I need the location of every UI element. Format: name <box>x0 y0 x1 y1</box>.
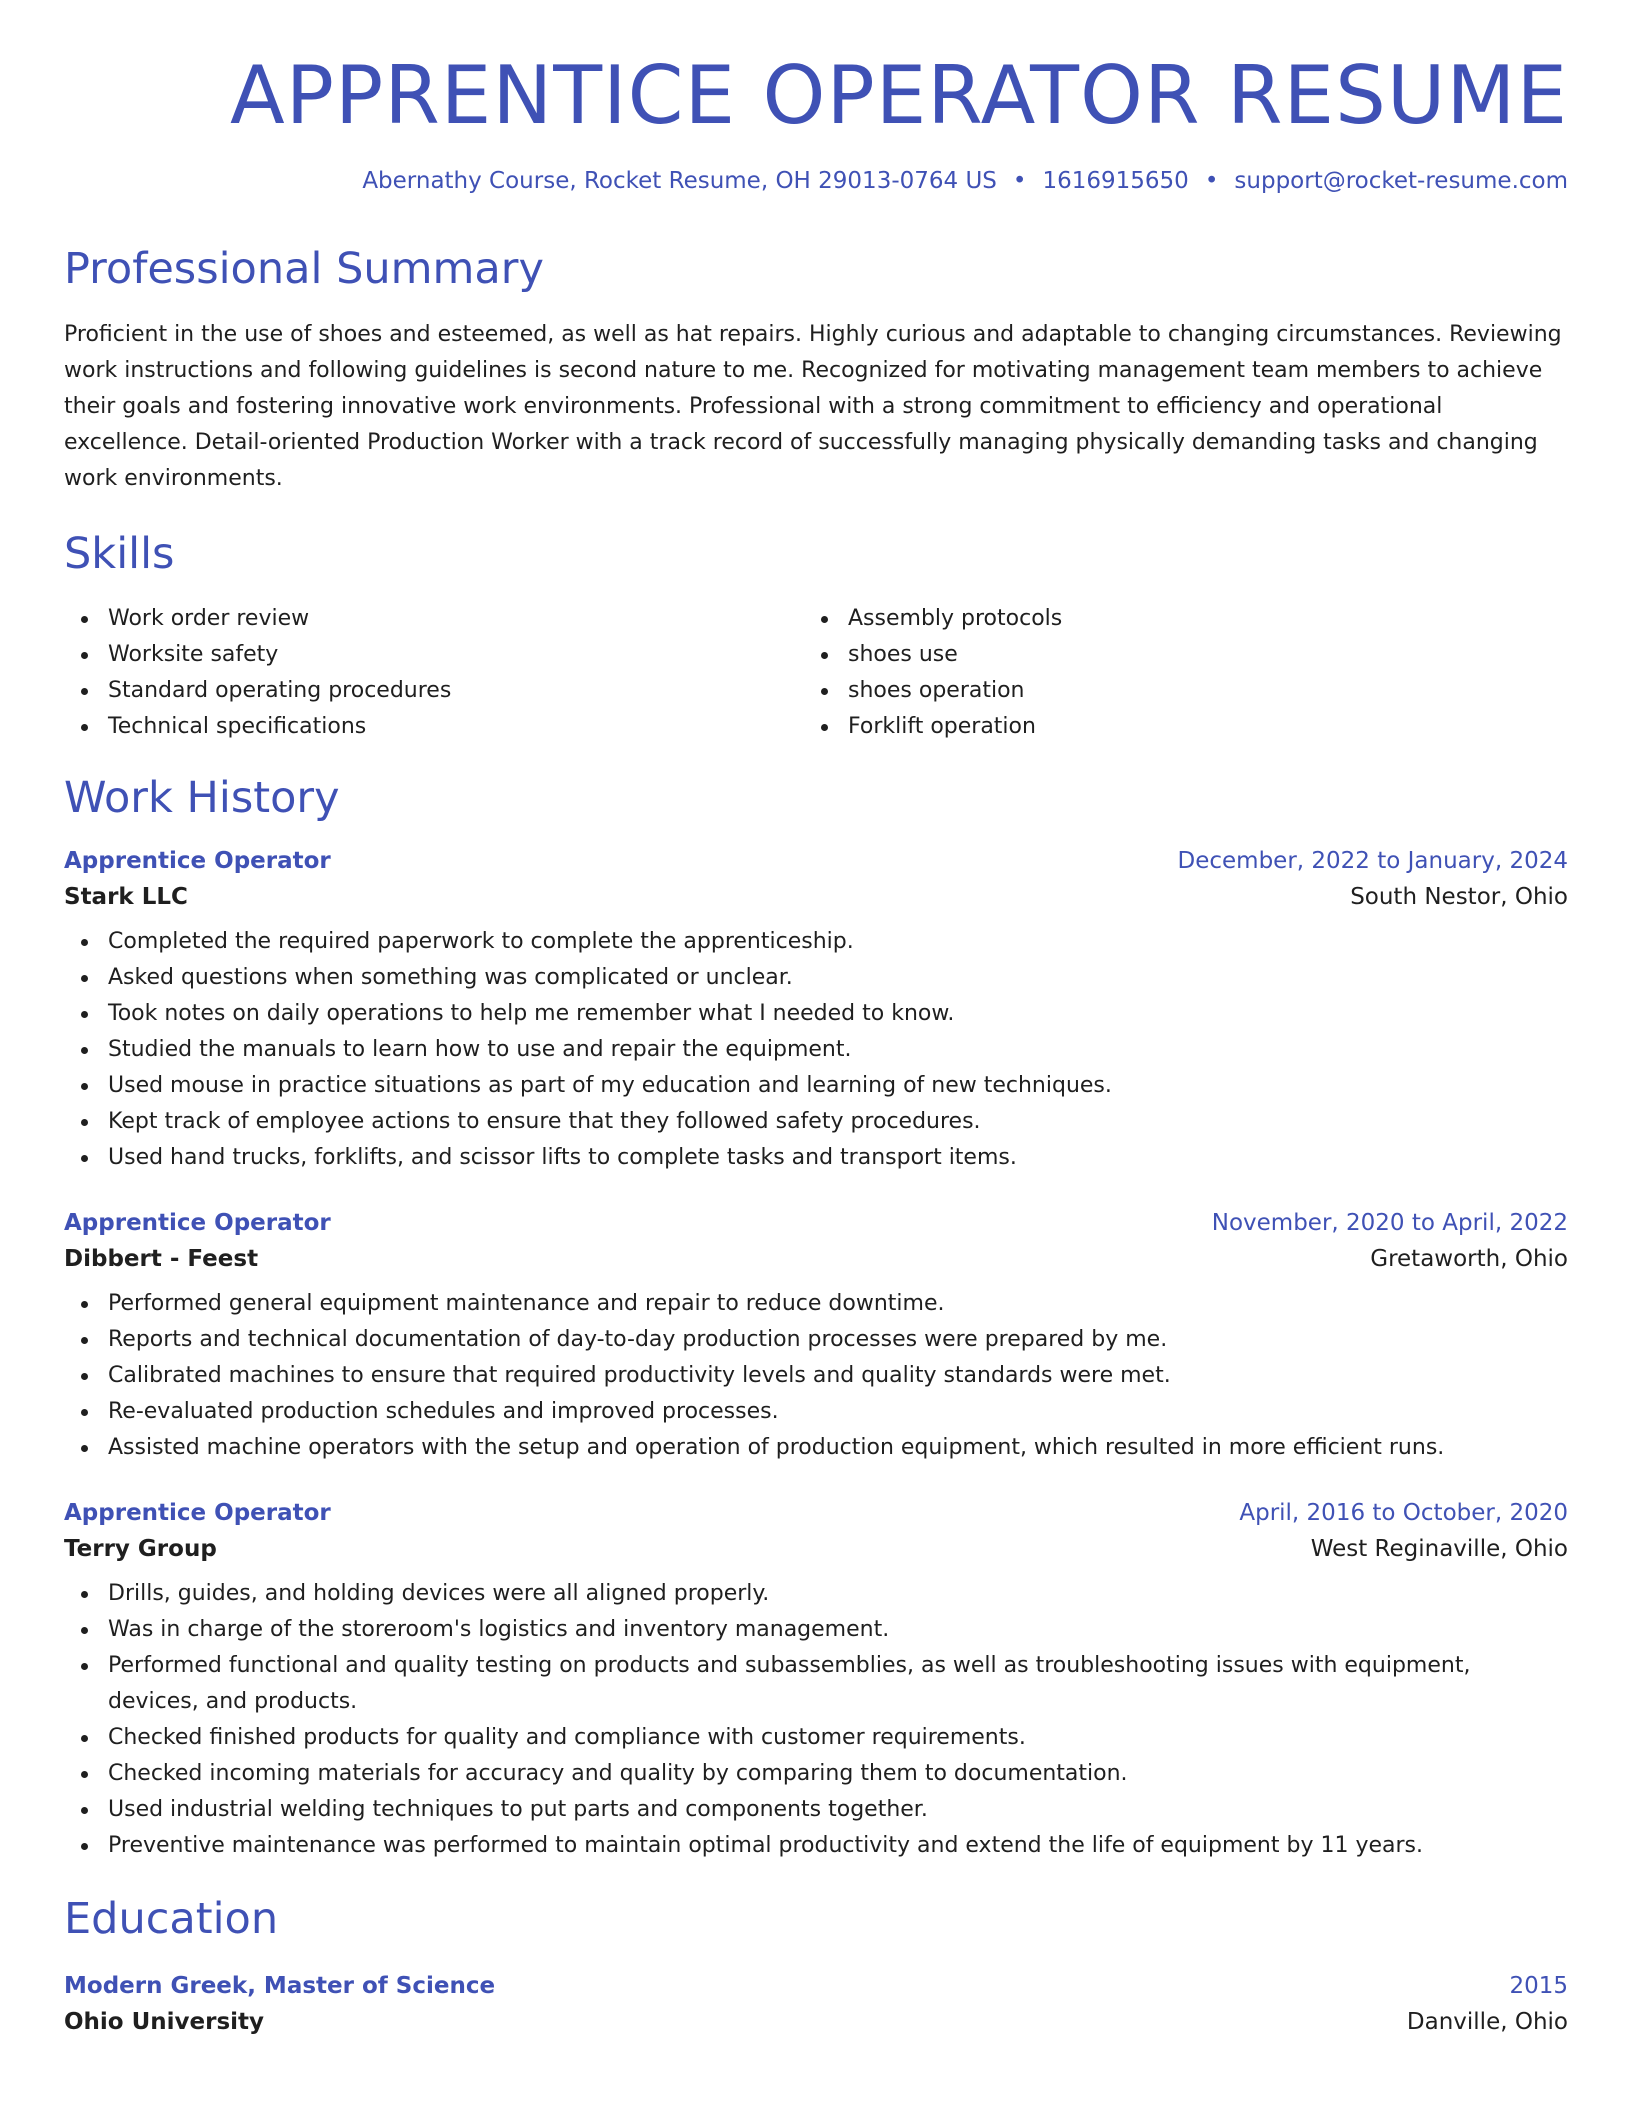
job-bullet: Calibrated machines to ensure that required productivity levels and quality standards were met. <box>64 1358 1568 1394</box>
job-bullet: Checked incoming materials for accuracy and quality by comparing them to documentation. <box>64 1756 1568 1792</box>
education-school: Ohio University <box>64 2009 265 2036</box>
skills-section <box>64 531 1568 744</box>
job-bullets <box>64 1576 1568 1864</box>
job-bullet: Used industrial welding techniques to put parts and components together. <box>64 1792 1568 1828</box>
summary-section <box>64 246 1568 497</box>
job-entry <box>64 1210 1568 1466</box>
education-entry <box>64 1973 1568 2035</box>
job-employer: Terry Group <box>64 1535 217 1562</box>
skills-grid <box>64 601 1568 745</box>
job-title: Apprentice Operator <box>64 1499 331 1526</box>
job-bullet: Used mouse in practice situations as part of my education and learning of new techniques. <box>64 1068 1568 1104</box>
job-bullet: Reports and technical documentation of day-to-day production processes were prepared by me. <box>64 1322 1568 1358</box>
skill-item: Worksite safety <box>64 637 804 673</box>
skills-heading: Skills <box>64 529 175 580</box>
job-bullets <box>64 924 1568 1176</box>
work-history-section <box>64 772 1568 1864</box>
education-heading: Education <box>64 1893 279 1944</box>
resume-header <box>64 49 1568 194</box>
job-employer-row <box>64 884 1568 910</box>
job-entry <box>64 848 1568 1176</box>
skill-item: Standard operating procedures <box>64 673 804 709</box>
job-employer: Stark LLC <box>64 883 188 910</box>
skill-item: Forklift operation <box>804 709 1568 745</box>
skills-list-right <box>804 601 1568 745</box>
summary-text: Proficient in the use of shoes and esteemed, as well as hat repairs. Highly curious and adaptable to changing circumstances. Reviewing work instructions and following guidelines is second nature to me. Recognized for motivating management team members to achieve their goals and fostering innovative work environments. Professional with a strong commitment to efficiency and operational excellence. Detail-oriented Production Worker with a track record of successfully managing physically demanding tasks and changing work environments. <box>64 322 1562 492</box>
education-year: 2015 <box>1509 1973 1568 2000</box>
job-dates: April, 2016 to October, 2020 <box>1239 1499 1568 1526</box>
job-bullet: Studied the manuals to learn how to use and repair the equipment. <box>64 1032 1568 1068</box>
summary-heading: Professional Summary <box>64 244 544 294</box>
job-dates: December, 2022 to January, 2024 <box>1177 847 1568 874</box>
resume-title: APPRENTICE OPERATOR RESUME <box>230 49 1568 142</box>
contact-address: Abernathy Course, Rocket Resume, OH 29013-0764 US <box>362 168 997 194</box>
skill-item: Technical specifications <box>64 709 804 745</box>
job-title-row <box>64 848 1568 874</box>
job-bullet: Re-evaluated production schedules and improved processes. <box>64 1394 1568 1430</box>
job-bullet: Asked questions when something was complicated or unclear. <box>64 960 1568 996</box>
skills-list-left <box>64 601 804 745</box>
contact-line <box>64 168 1568 194</box>
job-employer-row <box>64 1536 1568 1562</box>
job-bullet: Used hand trucks, forklifts, and scissor lifts to complete tasks and transport items. <box>64 1140 1568 1176</box>
education-location: Danville, Ohio <box>1406 2009 1568 2036</box>
job-bullet: Drills, guides, and holding devices were all aligned properly. <box>64 1576 1568 1612</box>
education-degree: Modern Greek, Master of Science <box>64 1973 496 2000</box>
contact-email[interactable]: support@rocket-resume.com <box>1234 168 1568 194</box>
contact-phone: 1616915650 <box>1042 168 1189 194</box>
job-bullet: Completed the required paperwork to complete the apprenticeship. <box>64 924 1568 960</box>
job-bullet: Was in charge of the storeroom's logistics and inventory management. <box>64 1612 1568 1648</box>
skill-item: Assembly protocols <box>804 601 1568 637</box>
education-section <box>64 1893 1568 2036</box>
job-location: South Nestor, Ohio <box>1350 883 1568 910</box>
job-location: Gretaworth, Ohio <box>1370 1245 1568 1272</box>
skill-item: Work order review <box>64 601 804 637</box>
contact-separator: • <box>1012 168 1027 194</box>
work-history-heading: Work History <box>64 772 340 823</box>
job-entry <box>64 1500 1568 1864</box>
job-dates: November, 2020 to April, 2022 <box>1211 1209 1568 1236</box>
job-bullet: Preventive maintenance was performed to maintain optimal productivity and extend the life of equipment by 11 years. <box>64 1828 1568 1864</box>
skill-item: shoes operation <box>804 673 1568 709</box>
education-school-row <box>64 2009 1568 2035</box>
education-degree-row <box>64 1973 1568 1999</box>
job-title-row <box>64 1500 1568 1526</box>
contact-separator: • <box>1204 168 1219 194</box>
job-bullets <box>64 1286 1568 1466</box>
job-bullet: Took notes on daily operations to help me remember what I needed to know. <box>64 996 1568 1032</box>
job-employer-row <box>64 1246 1568 1272</box>
job-title-row <box>64 1210 1568 1236</box>
job-location: West Reginaville, Ohio <box>1310 1535 1568 1562</box>
skill-item: shoes use <box>804 637 1568 673</box>
job-title: Apprentice Operator <box>64 847 331 874</box>
job-bullet: Checked finished products for quality and compliance with customer requirements. <box>64 1720 1568 1756</box>
job-bullet: Performed functional and quality testing on products and subassemblies, as well as troubleshooting issues with equipment, devices, and products. <box>64 1648 1568 1720</box>
job-title: Apprentice Operator <box>64 1209 331 1236</box>
job-employer: Dibbert - Feest <box>64 1245 259 1272</box>
job-bullet: Assisted machine operators with the setup and operation of production equipment, which resulted in more efficient runs. <box>64 1430 1568 1466</box>
job-bullet: Kept track of employee actions to ensure that they followed safety procedures. <box>64 1104 1568 1140</box>
job-bullet: Performed general equipment maintenance and repair to reduce downtime. <box>64 1286 1568 1322</box>
